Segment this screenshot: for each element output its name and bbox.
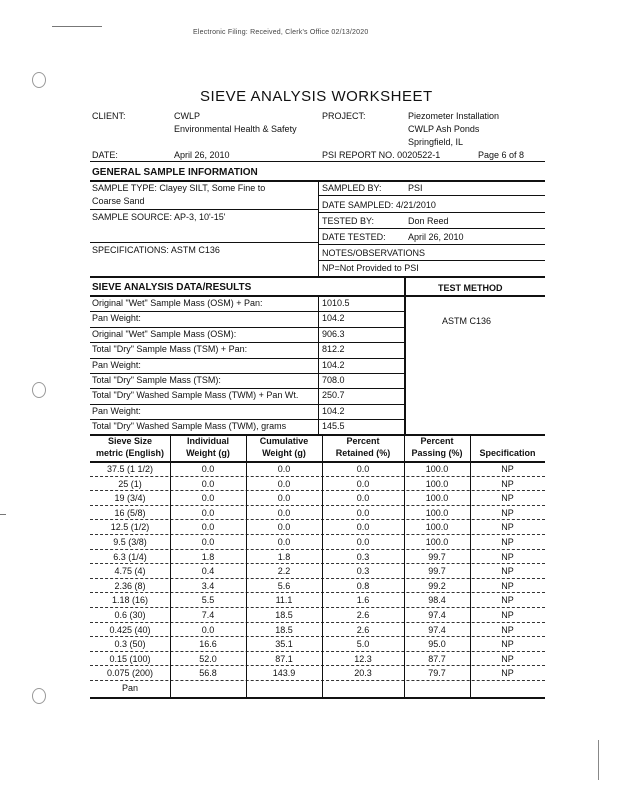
cell-specification: NP: [501, 595, 514, 606]
cell-percent-passing: 97.4: [428, 610, 446, 620]
table-row-rule: [90, 607, 545, 608]
cell-individual-weight: 7.4: [201, 610, 215, 620]
test-method-heading: TEST METHOD: [438, 283, 503, 293]
punch-hole-middle: [32, 382, 46, 398]
cell-cumulative-weight: 0.0: [277, 522, 291, 533]
column-header-percent-retained: Retained (%): [335, 448, 391, 458]
cell-individual-weight: 3.4: [201, 580, 215, 591]
cell-cumulative-weight: 0.0: [277, 478, 291, 489]
data-row-rule: [90, 327, 404, 328]
data-row-label: Pan Weight:: [92, 405, 141, 416]
data-row-label: Total "Dry" Washed Sample Mass (TWM), grams: [92, 421, 287, 432]
cell-cumulative-weight: 1.8: [277, 551, 291, 562]
cell-percent-passing: 100.0: [425, 507, 449, 518]
cell-cumulative-weight: 0.0: [277, 493, 291, 504]
cell-cumulative-weight: 35.1: [275, 639, 293, 650]
scan-mark: [52, 26, 102, 27]
cell-sieve-size: 37.5 (1 1/2): [106, 464, 154, 474]
cell-percent-passing: 95.0: [428, 639, 446, 650]
sample-type: SAMPLE TYPE: Clayey SILT, Some Fine to: [92, 183, 266, 193]
data-row-rule: [90, 419, 404, 420]
cell-percent-passing: 100.0: [425, 478, 449, 489]
rule: [90, 242, 318, 243]
cell-percent-passing: 100.0: [425, 522, 449, 533]
cell-percent-passing: 97.4: [428, 624, 446, 635]
cell-sieve-size: 12.5 (1/2): [110, 522, 150, 533]
sampled-by-value: PSI: [408, 183, 423, 193]
cell-sieve-size: 25 (1): [118, 478, 142, 489]
table-row-rule: [90, 534, 545, 535]
cell-sieve-size: 4.75 (4): [114, 566, 146, 577]
cell-cumulative-weight: 0.0: [277, 537, 291, 547]
cell-individual-weight: 0.0: [201, 522, 215, 533]
table-row-rule: [90, 578, 545, 579]
cell-sieve-size: 9.5 (3/8): [113, 537, 147, 547]
table-row-rule: [90, 636, 545, 637]
cell-individual-weight: 0.0: [201, 493, 215, 504]
data-value-divider: [318, 296, 319, 434]
cell-specification: NP: [501, 668, 514, 679]
cell-specification: NP: [501, 653, 514, 664]
tested-by-value: Don Reed: [408, 216, 449, 226]
cell-specification: NP: [501, 507, 514, 518]
data-row-value: 812.2: [322, 344, 345, 355]
tested-by-label: TESTED BY:: [322, 216, 375, 226]
specifications: SPECIFICATIONS: ASTM C136: [92, 245, 220, 255]
data-row-rule: [90, 342, 404, 343]
cell-percent-retained: 0.0: [356, 493, 370, 504]
cell-specification: NP: [501, 478, 514, 489]
cell-percent-retained: 0.0: [356, 464, 370, 474]
cell-sieve-size: 6.3 (1/4): [113, 551, 147, 562]
cell-percent-passing: 99.2: [428, 580, 446, 591]
sample-source: SAMPLE SOURCE: AP-3, 10'-15': [92, 212, 226, 222]
page-title: SIEVE ANALYSIS WORKSHEET: [200, 88, 433, 105]
table-row-rule: [90, 665, 545, 666]
cell-percent-retained: 0.8: [356, 580, 370, 591]
data-row-rule: [90, 358, 404, 359]
cell-sieve-size: 19 (3/4): [114, 493, 146, 504]
column-header-individual-weight: Individual: [186, 436, 229, 446]
data-row-rule: [90, 373, 404, 374]
cell-percent-retained: 0.0: [356, 507, 370, 518]
data-results-heading: SIEVE ANALYSIS DATA/RESULTS: [92, 282, 252, 293]
table-row-rule: [90, 680, 545, 681]
notes-value: NP=Not Provided to PSI: [322, 263, 419, 273]
cell-percent-retained: 2.6: [356, 624, 370, 635]
cell-percent-retained: 0.0: [356, 478, 370, 489]
data-row-rule: [90, 404, 404, 405]
project-location: Springfield, IL: [408, 137, 464, 147]
cell-specification: NP: [501, 464, 514, 474]
column-divider: [470, 434, 471, 697]
cell-individual-weight: 0.0: [201, 537, 215, 547]
cell-individual-weight: 52.0: [199, 653, 217, 664]
data-row-value: 708.0: [322, 375, 345, 385]
column-divider: [246, 434, 247, 697]
table-row-rule: [90, 622, 545, 623]
data-row-label: Total "Dry" Sample Mass (TSM) + Pan:: [92, 344, 248, 355]
cell-percent-passing: 100.0: [425, 464, 449, 474]
cell-specification: NP: [501, 580, 514, 591]
cell-percent-passing: 79.7: [428, 668, 446, 679]
page-number: Page 6 of 8: [478, 150, 525, 160]
cell-specification: NP: [501, 610, 514, 620]
cell-specification: NP: [501, 566, 514, 577]
test-method-value: ASTM C136: [442, 316, 492, 326]
data-row-label: Original "Wet" Sample Mass (OSM) + Pan:: [92, 298, 263, 308]
filing-stamp: Electronic Filing: Received, Clerk's Office 02/13/2020: [193, 29, 369, 36]
cell-percent-retained: 1.6: [356, 595, 370, 606]
data-row-rule: [90, 311, 404, 312]
cell-sieve-size: 0.15 (100): [109, 653, 151, 664]
cell-sieve-size: 1.18 (16): [111, 595, 149, 606]
rule: [90, 209, 318, 210]
scan-mark: [598, 740, 599, 780]
cell-individual-weight: 0.0: [201, 507, 215, 518]
general-heading: GENERAL SAMPLE INFORMATION: [92, 167, 258, 178]
cell-specification: NP: [501, 551, 514, 562]
cell-individual-weight: 1.8: [201, 551, 215, 562]
data-row-value: 250.7: [322, 390, 345, 401]
sieve-table-bottom-rule: [90, 697, 545, 699]
rule: [318, 228, 545, 229]
cell-specification: NP: [501, 493, 514, 504]
cell-cumulative-weight: 143.9: [272, 668, 296, 679]
cell-cumulative-weight: 5.6: [277, 580, 291, 591]
column-divider: [404, 434, 405, 697]
punch-hole-bottom: [32, 688, 46, 704]
report-number: PSI REPORT NO. 0020522-1: [322, 150, 441, 160]
data-row-value: 145.5: [322, 421, 345, 432]
column-divider: [322, 434, 323, 697]
column-header-percent-passing: Percent: [420, 436, 454, 446]
rule: [318, 260, 545, 261]
data-row-value: 104.2: [322, 405, 345, 416]
date-sampled: DATE SAMPLED: 4/21/2010: [322, 200, 436, 210]
cell-percent-retained: 0.0: [356, 522, 370, 533]
data-row-value: 906.3: [322, 328, 345, 339]
cell-sieve-size: 16 (5/8): [114, 507, 146, 518]
general-bottom-rule: [90, 276, 545, 278]
sample-type-cont: Coarse Sand: [92, 196, 145, 206]
data-row-label: Total "Dry" Sample Mass (TSM):: [92, 375, 221, 385]
table-row-rule: [90, 549, 545, 550]
cell-specification: NP: [501, 522, 514, 533]
cell-sieve-size: 2.36 (8): [114, 580, 146, 591]
client-label: CLIENT:: [92, 111, 126, 121]
cell-sieve-size: 0.075 (200): [106, 668, 154, 679]
cell-individual-weight: 16.6: [199, 639, 217, 650]
data-row-label: Pan Weight:: [92, 313, 141, 324]
project-name: Piezometer Installation: [408, 111, 500, 121]
cell-cumulative-weight: 2.2: [277, 566, 291, 577]
cell-sieve-size: 0.425 (40): [109, 624, 151, 635]
cell-sieve-size: Pan: [121, 683, 138, 693]
column-header-individual-weight: Weight (g): [186, 448, 230, 458]
cell-sieve-size: 0.6 (30): [114, 610, 146, 620]
column-header-sieve-size: Sieve Size: [107, 436, 153, 446]
cell-percent-passing: 99.7: [428, 566, 446, 577]
cell-individual-weight: 56.8: [199, 668, 217, 679]
cell-individual-weight: 0.0: [201, 464, 215, 474]
cell-cumulative-weight: 0.0: [277, 507, 291, 518]
date-tested-label: DATE TESTED:: [322, 232, 386, 242]
cell-percent-passing: 100.0: [425, 493, 449, 504]
column-header-percent-passing: Passing (%): [411, 448, 463, 458]
data-row-label: Original "Wet" Sample Mass (OSM):: [92, 328, 237, 339]
table-row-rule: [90, 476, 545, 477]
cell-specification: NP: [501, 537, 514, 547]
client-name: CWLP: [174, 111, 201, 121]
column-header-cumulative-weight: Cumulative: [259, 436, 309, 446]
data-row-rule: [90, 388, 404, 389]
cell-cumulative-weight: 87.1: [275, 653, 293, 664]
table-row-rule: [90, 592, 545, 593]
column-divider: [170, 434, 171, 697]
cell-percent-retained: 5.0: [356, 639, 370, 650]
date-label: DATE:: [92, 150, 118, 160]
cell-specification: NP: [501, 639, 514, 650]
cell-percent-retained: 12.3: [354, 653, 372, 664]
data-row-value: 1010.5: [322, 298, 350, 308]
table-row-rule: [90, 519, 545, 520]
table-row-rule: [90, 563, 545, 564]
rule: [318, 244, 545, 245]
column-header-specification: Specification: [479, 448, 536, 458]
data-row-value: 104.2: [322, 313, 345, 324]
notes-label: NOTES/OBSERVATIONS: [322, 248, 426, 258]
column-header-percent-retained: Percent: [346, 436, 380, 446]
cell-percent-passing: 98.4: [428, 595, 446, 606]
cell-individual-weight: 5.5: [201, 595, 215, 606]
project-label: PROJECT:: [322, 111, 366, 121]
data-row-value: 104.2: [322, 359, 345, 370]
cell-individual-weight: 0.4: [201, 566, 215, 577]
cell-percent-retained: 2.6: [356, 610, 370, 620]
cell-sieve-size: 0.3 (50): [114, 639, 146, 650]
table-row-rule: [90, 505, 545, 506]
cell-cumulative-weight: 18.5: [275, 624, 293, 635]
cell-individual-weight: 0.0: [201, 478, 215, 489]
header-rule: [90, 161, 545, 162]
cell-percent-passing: 99.7: [428, 551, 446, 562]
scan-mark: [0, 514, 6, 515]
cell-individual-weight: 0.0: [201, 624, 215, 635]
rule: [318, 212, 545, 213]
cell-percent-passing: 100.0: [425, 537, 449, 547]
cell-percent-retained: 20.3: [354, 668, 372, 679]
date-tested-value: April 26, 2010: [408, 232, 464, 242]
cell-percent-passing: 87.7: [428, 653, 446, 664]
date-value: April 26, 2010: [174, 150, 230, 160]
cell-percent-retained: 0.3: [356, 551, 370, 562]
cell-percent-retained: 0.3: [356, 566, 370, 577]
cell-cumulative-weight: 18.5: [275, 610, 293, 620]
sieve-header-rule: [90, 461, 545, 463]
data-row-label: Total "Dry" Washed Sample Mass (TWM) + Pan Wt.: [92, 390, 299, 401]
cell-percent-retained: 0.0: [356, 537, 370, 547]
project-site: CWLP Ash Ponds: [408, 124, 480, 134]
table-row-rule: [90, 651, 545, 652]
cell-specification: NP: [501, 624, 514, 635]
cell-cumulative-weight: 0.0: [277, 464, 291, 474]
column-header-sieve-size: metric (English): [95, 448, 164, 458]
cell-cumulative-weight: 11.1: [275, 595, 293, 606]
sampled-by-label: SAMPLED BY:: [322, 183, 382, 193]
client-department: Environmental Health & Safety: [174, 124, 297, 134]
data-row-label: Pan Weight:: [92, 359, 141, 370]
punch-hole-top: [32, 72, 46, 88]
rule: [318, 195, 545, 196]
table-row-rule: [90, 490, 545, 491]
test-method-divider: [404, 278, 406, 434]
column-header-cumulative-weight: Weight (g): [262, 448, 306, 458]
